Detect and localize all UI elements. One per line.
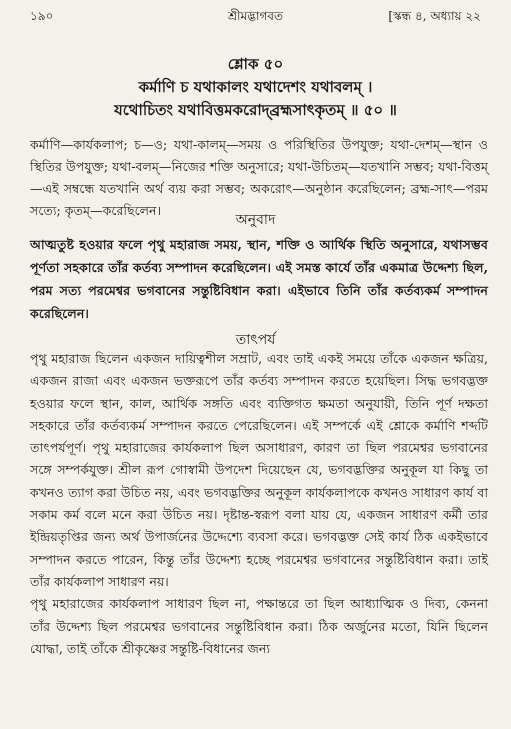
- verse-line-2: যথোচিতং যথাবিত্তমকরোদ্‌ব্রহ্মসাৎকৃতম্ ॥ ৫০ ॥: [114, 101, 397, 119]
- section-reference: [স্কন্ধ ৪, অধ্যায় ২২: [388, 9, 481, 23]
- verse-line-1: কর্মাণি চ যথাকালং যথাদেশং যথাবলম্ ।: [138, 78, 373, 96]
- page-number: ১৯০: [30, 9, 54, 23]
- purport-paragraph-2: পৃথু মহারাজের কার্যকলাপ সাধারণ ছিল না, পক্ষান্তরে তা ছিল আধ্যাত্মিক ও দিব্য, কেননা তাঁর উদ্দেশ্য ছিল পরমেশ্বর ভগবানের সন্তুষ্টিবিধান করা। ঠিক অর্জুনের মতো, যিনি ছিলেন যোদ্ধা, তাই তাঁকে শ্রীকৃষ্ণের সন্তুষ্টি-বিধানের জন্য: [30, 596, 488, 656]
- page-header: [0, 8, 511, 28]
- verse-title: শ্লোক ৫০: [227, 55, 284, 73]
- synonyms-text: কর্মাণি—কার্যকলাপ; চ—ও; যথা-কালম্—সময় ও পরিস্থিতির উপযুক্ত; যথা-দেশম্—স্থান ও স্থিতির উপযুক্ত; যথা-বলম্—নিজের শক্তি অনুসারে; যথা-উচিতম্—যতখানি সম্ভব; যথা-বিত্তম্—এই সম্বন্ধে যতখানি অর্থ ব্যয় করা সম্ভব; অকরোৎ—অনুষ্ঠান করেছিলেন; ব্রহ্ম-সাৎ—পরম সত্যে; কৃতম্—করেছিলেন।: [30, 137, 488, 218]
- book-title: শ্রীমদ্ভাগবত: [227, 9, 283, 23]
- purport-body: [30, 348, 488, 660]
- translation-text: আত্মতুষ্ট হওয়ার ফলে পৃথু মহারাজ সময়, স্থান, শক্তি ও আর্থিক স্থিতি অনুসারে, যথাসম্ভব পূর্ণতা সহকারে তাঁর কর্তব্য সম্পাদন করেছিলেন। এই সমস্ত কার্যে তাঁর একমাত্র উদ্দেশ্য ছিল, পরম সত্য পরমেশ্বর ভগবানের সন্তুষ্টিবিধান করা। এইভাবে তিনি তাঁর কর্তব্যকর্ম সম্পাদন করেছিলেন।: [30, 237, 488, 321]
- purport-paragraph-1: পৃথু মহারাজ ছিলেন একজন দায়িত্বশীল সম্রাট, এবং তাই একই সময়ে তাঁকে একজন ক্ষত্রিয়, একজন রাজা এবং একজন ভক্তরূপে তাঁর কর্তব্য সম্পাদন করতে হয়েছিল। সিদ্ধ ভগবদ্ভক্ত হওয়ার ফলে স্থান, কাল, আর্থিক সঙ্গতি এবং ব্যক্তিগত ক্ষমতা অনুযায়ী, তিনি পূর্ণ দক্ষতা সহকারে তাঁর কর্তব্যকর্ম সম্পাদন করতে পেরেছিলেন। এই সম্পর্কে এই শ্লোকে কর্মাণি শব্দটি তাৎপর্যপূর্ণ। পৃথু মহারাজের কার্যকলাপ ছিল অসাধারণ, কারণ তা ছিল পরমেশ্বর ভগবানের সঙ্গে সম্পর্কযুক্ত। শ্রীল রূপ গোস্বামী উপদেশ দিয়েছেন যে, ভগবদ্ভক্তির অনুকূল যা কিছু তা কখনও ত্যাগ করা উচিত নয়, এবং ভগবদ্ভক্তির অনুকূল কার্যকলাপকে কখনও সাধারণ কার্য বা সকাম কর্ম বলে মনে করা উচিত নয়। দৃষ্টান্ত-স্বরূপ বলা যায় যে, একজন সাধারণ কর্মী তার ইন্দ্রিয়তৃপ্তির জন্য অর্থ উপার্জনের উদ্দেশ্যে ব্যবসা করে। ভগবদ্ভক্ত সেই কার্য ঠিক একইভাবে সম্পাদন করতে পারেন, কিন্তু তাঁর উদ্দেশ্য হচ্ছে পরমেশ্বর ভগবানের সন্তুষ্টিবিধান করা। তাই তাঁর কার্যকলাপ সাধারণ নয়।: [30, 351, 488, 589]
- translation-heading: অনুবাদ: [235, 212, 276, 228]
- purport-heading: তাৎপর্য: [235, 332, 276, 348]
